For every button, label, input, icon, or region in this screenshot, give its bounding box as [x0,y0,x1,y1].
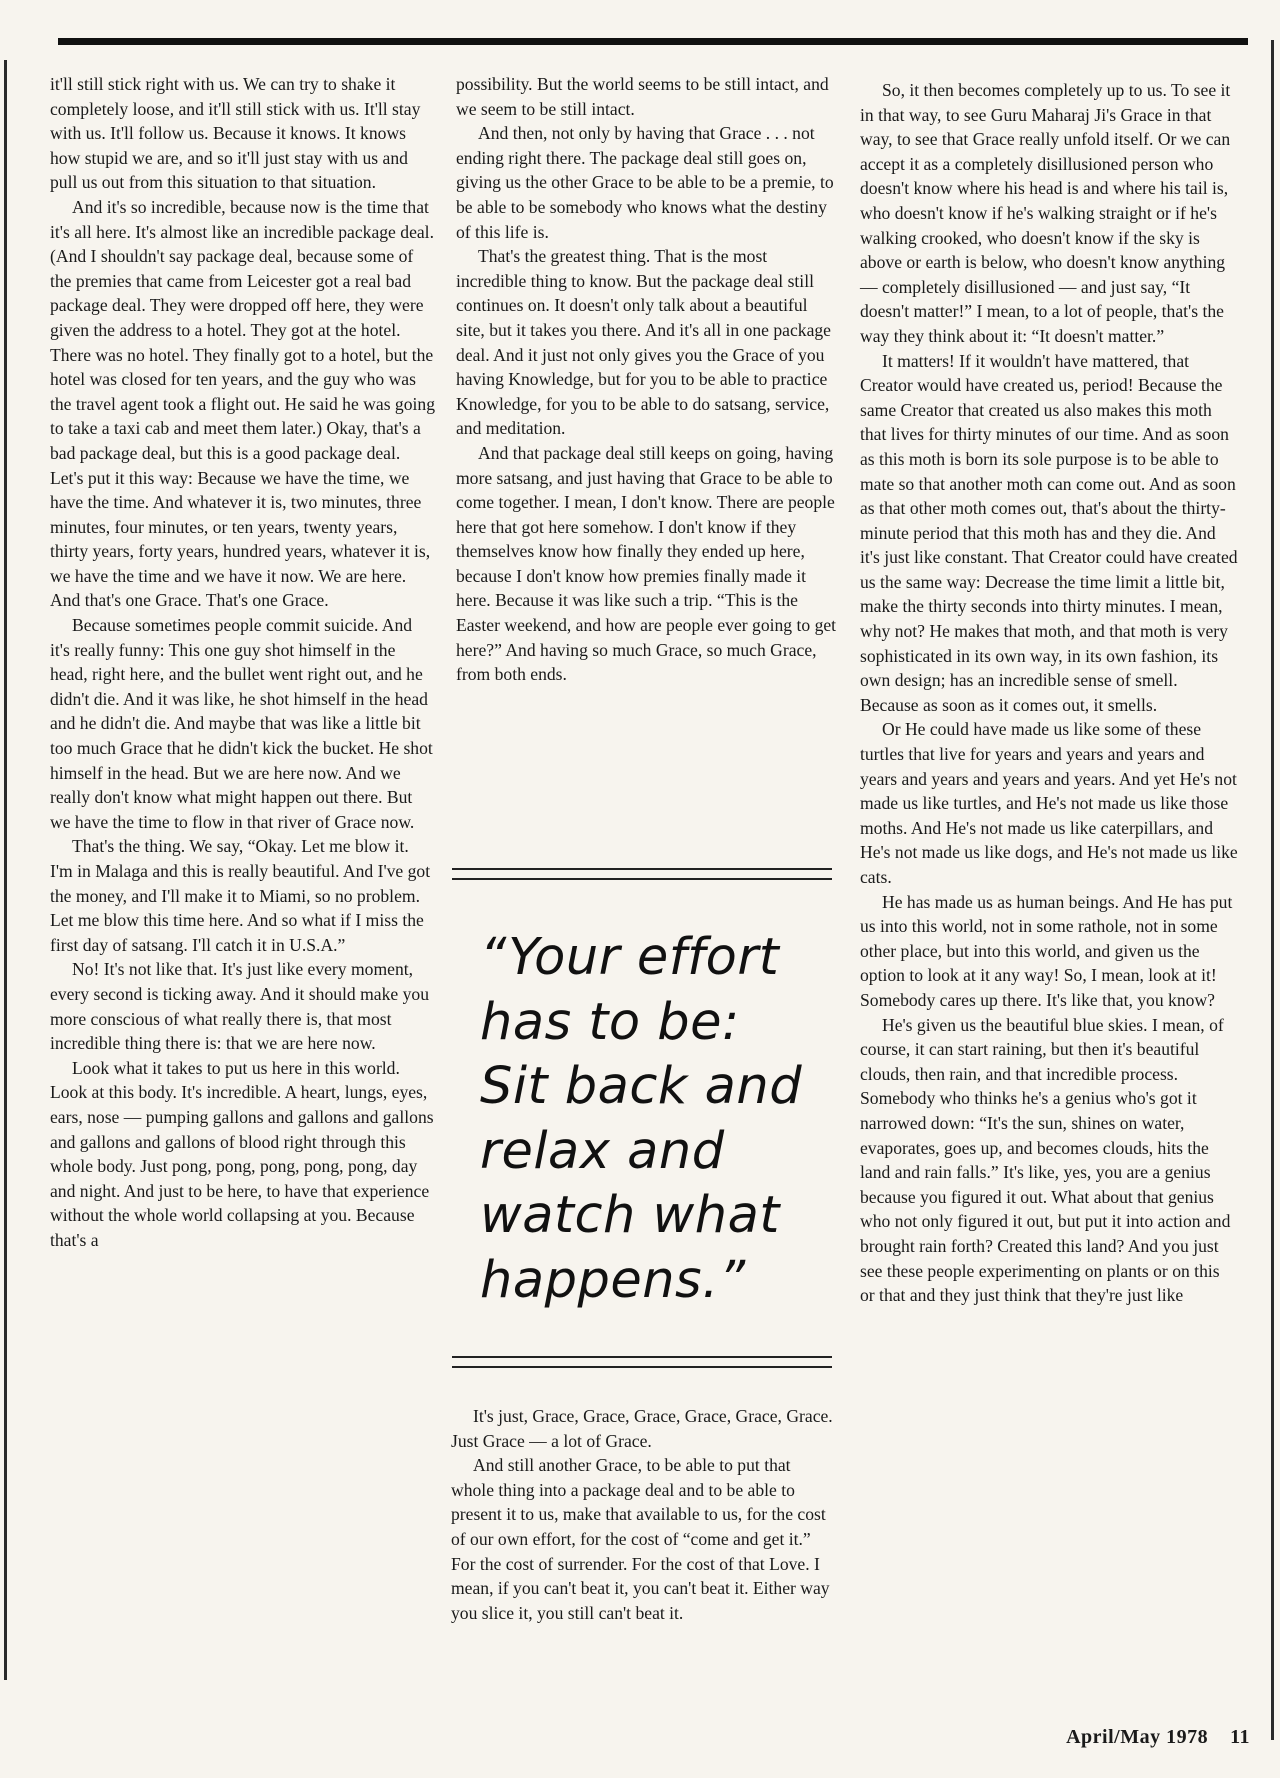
pull-quote-line: watch what [480,1186,780,1245]
paragraph: He's given us the beautiful blue skies. I mean, of course, it can start raining, but then it's beautiful clouds, then rain, and that incredible process. Somebody who thinks he's a genius who's got it narrowed down: “It's the sun, shines on water, evaporates, goes up, and becomes clouds, hits the land and rain falls.” It's like, yes, you are a genius because you figured it out. What about that genius who not only figured it out, but put it into action and brought rain forth? Created this land? And you just see these people experimenting on plants or on this or that and they just think that they're just like [860,1014,1231,1306]
pull-quote [480,926,840,1313]
column-2-top [456,72,838,687]
paragraph: Look what it takes to put us here in this world. Look at this body. It's incredible. A heart, lungs, eyes, ears, nose — pumping gallons and gallons and gallons and gallons and gallons of blood right through this whole body. Just pong, pong, pong, pong, pong, day and night. And just to be here, to have that experience without the whole world collapsing at you. Because that's a [50,1057,434,1250]
paragraph: And it's so incredible, because now is the time that it's all here. It's almost like an incredible package deal. (And I shouldn't say package deal, because some of the premies that came from Leicester got a real bad package deal. They were dropped off here, they were given the address to a hotel. They got at the hotel. There was no hotel. They finally got to a hotel, but the hotel was closed for ten years, and the guy who was the travel agent took a flight out. He said he was going to take a taxi cab and meet them later.) Okay, that's a bad package deal, but this is a good package deal. Let's put it this way: Because we have the time, we have the time. And whatever it is, two minutes, three minutes, four minutes, or ten years, twenty years, thirty years, forty years, hundred years, whatever it is, we have the time and we have it now. We are here. And that's one Grace. That's one Grace. [50,196,436,611]
paragraph: It matters! If it wouldn't have mattered, that Creator would have created us, period! Because the same Creator that created us also makes this moth that lives for thirty minutes of our time. And as soon as this moth is born its sole purpose is to be able to mate so that another moth can come out. And as soon as that other moth comes out, that's about the thirty-minute period that this moth has and they die. And it's just like constant. That Creator could have created us the same way: Decrease the time limit a little bit, make the thirty seconds into thirty minutes. I mean, why not? He makes that moth, and that moth is very sophisticated in its own way, in its own fashion, its own design; has an incredible sense of smell. Because as soon as it comes out, it smells. [860,350,1238,715]
paragraph: And then, not only by having that Grace . . . not ending right there. The package deal still goes on, giving us the other Grace to be able to be a premie, to be able to be somebody who knows what the destiny of this life is. [456,123,834,242]
scan-edge-left [4,60,7,1680]
pull-quote-rule-bottom [452,1356,832,1368]
paragraph: Or He could have made us like some of these turtles that live for years and years and years and years and years and years and years. And yet He's not made us like turtles, and He's not made us like those moths. And He's not made us like caterpillars, and He's not made us like dogs, and He's not made us like cats. [860,719,1238,887]
page-number: 11 [1230,1726,1250,1748]
paragraph: That's the thing. We say, “Okay. Let me blow it. I'm in Malaga and this is really beautiful. And I've got the money, and I'll make it to Miami, so no problem. Let me blow this time here. And so what if I miss the first day of satsang. I'll catch it in U.S.A.” [50,836,431,955]
column-1 [50,72,435,1253]
pull-quote-rule-top [452,868,832,880]
pull-quote-line: has to be: [480,992,740,1052]
paragraph: No! It's not like that. It's just like every moment, every second is ticking away. And it should make you more conscious of what really there is, that most incredible thing there is: that we are here now. [50,959,430,1054]
paragraph: So, it then becomes completely up to us. To see it in that way, to see Guru Maharaj Ji's Grace in that way, to see that Grace really unfold itself. Or we can accept it as a completely disillusioned person who doesn't know where his head is and where his tail is, who doesn't know if he's walking straight or if he's walking crooked, who doesn't know if the sky is above or earth is below, who doesn't know anything — completely disillusioned — and just say, “It doesn't matter!” I mean, to a lot of people, that's the way they think about it: “It doesn't matter.” [860,80,1231,346]
paragraph: That's the greatest thing. That is the most incredible thing to know. But the package deal still continues on. It doesn't only talk about a beautiful site, but it takes you there. And it's all in one package deal. And it just not only gives you the Grace of you having Knowledge, but for you to be able to practice Knowledge, for you to be able to do satsang, service, and meditation. [456,246,831,439]
pull-quote-line: Sit back and [480,1057,803,1116]
pull-quote-line: “Your effort [480,928,780,987]
column-2-bottom [451,1404,836,1625]
pull-quote-line: relax and [480,1121,725,1181]
paragraph: Because sometimes people commit suicide. And it's really funny: This one guy shot himself in the head, right here, and the bullet went right out, and he didn't die. And it was like, he shot himself in the head and he didn't die. And maybe that was like a little bit too much Grace that he didn't kick the bucket. He shot himself in the head. But we are here now. And we really don't know what might happen out there. But we have the time to flow in that river of Grace now. [50,615,433,832]
paragraph: He has made us as human beings. And He has put us into this world, not in some rathole, not in some other place, but into this world, and given us the option to look at it any way! So, I mean, look at it! Somebody cares up there. It's like that, you know? [860,891,1233,1010]
paragraph: And that package deal still keeps on going, having more satsang, and just having that Grace to be able to come together. I mean, I don't know. There are people here that got here somehow. I don't know if they themselves know how finally they ended up here, because I don't know how premies finally made it here. Because it was like such a trip. “This is the Easter weekend, and how are people ever going to get here?” And having so much Grace, so much Grace, from both ends. [456,442,837,685]
pull-quote-line: happens.” [480,1250,746,1310]
issue-date: April/May 1978 [1066,1726,1209,1748]
top-rule [58,38,1248,45]
scan-edge-right [1271,40,1274,1740]
paragraph: It's just, Grace, Grace, Grace, Grace, Grace, Grace. Just Grace — a lot of Grace. [451,1406,833,1451]
paragraph: possibility. But the world seems to be still intact, and we seem to be still intact. [456,74,829,119]
paragraph: And still another Grace, to be able to put that whole thing into a package deal and to be able to present it to us, make that available to us, for the cost of our own effort, for the cost of “come and get it.” For the cost of surrender. For the cost of that Love. I mean, if you can't beat it, you can't beat it. Either way you slice it, you still can't beat it. [451,1455,830,1623]
paragraph: it'll still stick right with us. We can try to shake it completely loose, and it'll still stick with us. It'll stay with us. It'll follow us. Because it knows. It knows how stupid we are, and so it'll just stay with us and pull us out from this situation to that situation. [50,74,421,193]
column-3 [860,78,1238,1308]
page-footer [1066,1726,1250,1749]
